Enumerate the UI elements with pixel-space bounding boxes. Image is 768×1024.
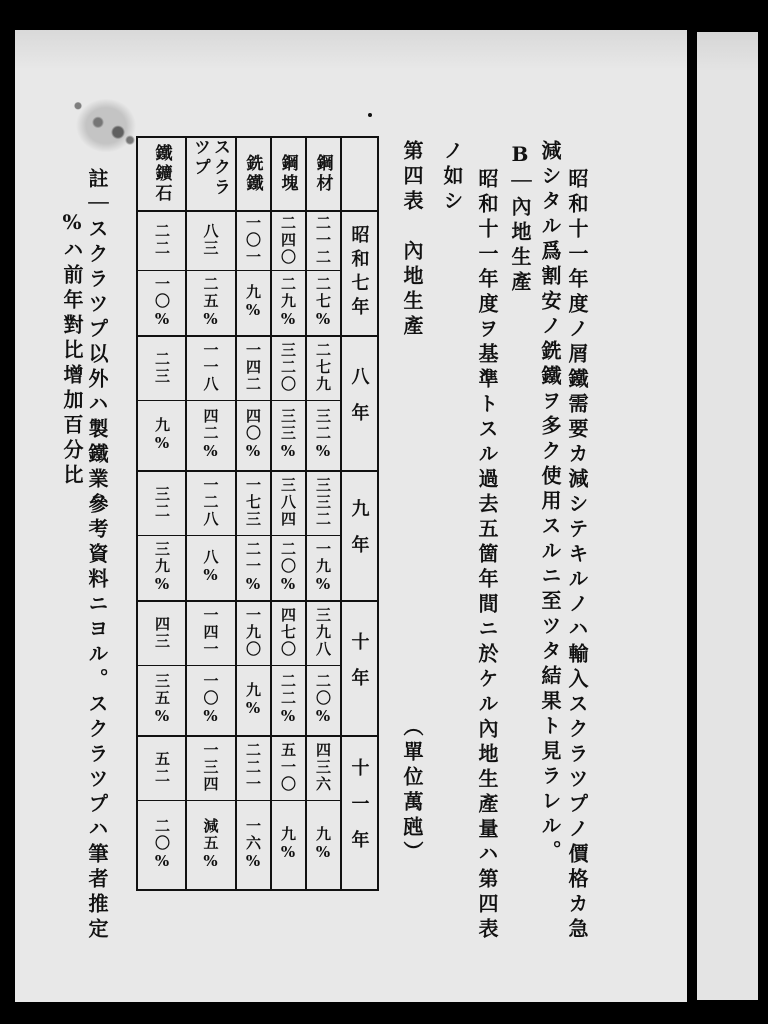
table-value: 一三四 — [201, 742, 220, 793]
adjacent-page-edge — [697, 32, 758, 1000]
table-value: 一二八 — [201, 477, 220, 528]
table-percent: 一九% — [314, 540, 332, 595]
item-header: 鋼塊 — [277, 154, 298, 194]
table-percent: 減五% — [201, 817, 220, 872]
table-value: 一四二 — [244, 342, 262, 393]
scan-speck — [368, 113, 372, 117]
table-percent: 一〇% — [201, 673, 220, 727]
table-value: 五二 — [153, 750, 171, 785]
table-percent: 九% — [279, 826, 297, 863]
year-label: 十年 — [348, 631, 370, 704]
body-line: 減シタル爲割安ノ銑鐵ヲ多ク使用スルニ至ツタ結果ト見ラレル。 — [538, 140, 562, 865]
table-value: 一一八 — [201, 342, 220, 393]
body-line: 昭和十一年度ノ屑鐵需要カ減シテキルノハ輸入スクラツプノ價格カ急 — [565, 168, 589, 943]
table-note: %ハ前年對比增加百分比 — [60, 210, 84, 489]
table-value: 八三 — [201, 223, 220, 257]
production-table — [136, 136, 379, 891]
body-line: ノ如シ — [440, 140, 464, 215]
table-percent: 四〇% — [244, 408, 262, 462]
item-header: 鐵鑛石 — [151, 144, 172, 204]
table-value: 三二〇 — [279, 342, 297, 393]
table-percent: 二二% — [279, 673, 297, 727]
table-value: 二四〇 — [279, 214, 297, 266]
table-value: 四三 — [153, 615, 171, 650]
table-percent: 九% — [314, 826, 332, 863]
body-line: 昭和十一年度ヲ基準トスル過去五箇年間ニ於ケル內地生產量ハ第四表 — [475, 168, 499, 943]
item-header: スクラツプ — [190, 138, 230, 198]
table-percent: 三九% — [153, 540, 171, 595]
table-percent: 二一% — [244, 540, 262, 595]
year-label: 九年 — [348, 499, 370, 571]
table-percent: 三二% — [314, 408, 332, 462]
table-percent: 一〇% — [153, 275, 171, 330]
table-value: 四七〇 — [279, 607, 297, 658]
table-percent: 九% — [244, 681, 262, 719]
year-label: 八年 — [348, 366, 370, 439]
year-label: 昭和七年 — [348, 224, 370, 321]
table-percent: 二九% — [279, 275, 297, 330]
table-value: 三九八 — [314, 607, 332, 658]
section-heading: B｜內地生產 — [508, 142, 532, 296]
table-percent: 一六% — [244, 817, 262, 872]
table-percent: 二五% — [201, 275, 220, 330]
table-percent: 二〇% — [153, 817, 171, 872]
table-value: 三八四 — [279, 477, 297, 528]
table-percent: 九% — [153, 416, 171, 454]
item-header: 鋼材 — [312, 154, 333, 194]
item-header: 銑鐵 — [242, 154, 263, 194]
table-percent: 四二% — [201, 408, 220, 462]
table-percent: 三五% — [153, 673, 171, 727]
scan-smudge — [62, 86, 142, 152]
table-value: 三三二 — [314, 477, 332, 528]
table-value: 一七三 — [244, 477, 262, 528]
table-unit: （單位萬瓲） — [400, 716, 424, 866]
year-label: 十一年 — [348, 758, 370, 866]
table-value: 二二 — [153, 223, 171, 257]
table-percent: 八% — [201, 549, 220, 586]
table-value: 一九〇 — [244, 607, 262, 658]
table-percent: 二〇% — [314, 673, 332, 727]
table-value: 五一〇 — [279, 742, 297, 793]
table-percent: 二〇% — [279, 540, 297, 595]
table-value: 二一二 — [314, 214, 332, 266]
table-percent: 九% — [244, 284, 262, 321]
table-value: 三二 — [153, 485, 171, 520]
table-value: 一四一 — [201, 607, 220, 658]
table-value: 二二一 — [244, 742, 262, 793]
table-value: 四三六 — [314, 742, 332, 793]
table-value: 二三 — [153, 350, 171, 385]
table-value: 二七九 — [314, 342, 332, 393]
table-note: 註｜スクラツプ以外ハ製鐵業參考資料ニヨル。スクラツプハ筆者推定 — [85, 168, 109, 943]
table-percent: 二七% — [314, 275, 332, 330]
table-value: 一〇一 — [244, 214, 262, 266]
table-caption: 第四表 內地生產 — [400, 140, 424, 340]
table-percent: 三三% — [279, 408, 297, 462]
